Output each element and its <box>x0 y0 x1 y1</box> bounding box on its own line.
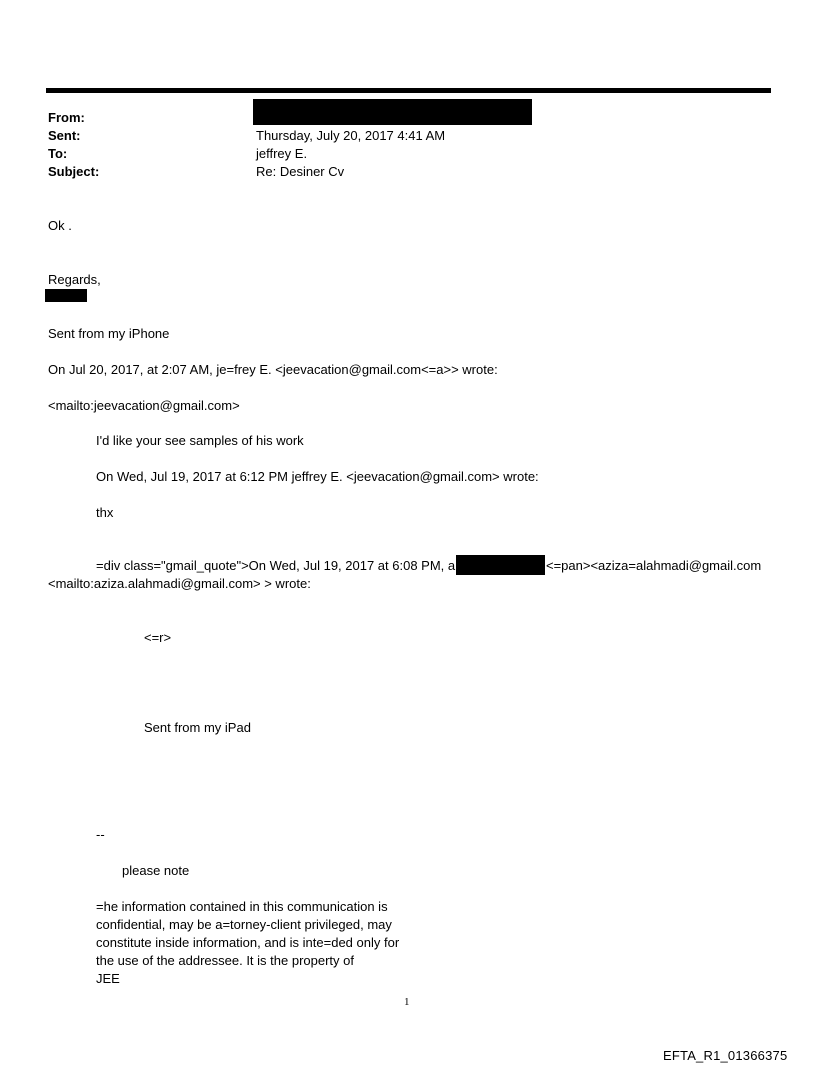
signature-redaction <box>45 289 87 302</box>
subject-value: Re: Desiner Cv <box>256 164 345 179</box>
from-label: From: <box>48 110 85 125</box>
sent-from-iphone: Sent from my iPhone <box>48 326 170 341</box>
disclaimer-line-2: confidential, may be a=torney-client privileged, may <box>96 917 392 932</box>
body-samples: I'd like your see samples of his work <box>96 433 304 448</box>
disclaimer-line-1: =he information contained in this communication is <box>96 899 388 914</box>
from-redaction <box>253 99 532 125</box>
to-label: To: <box>48 146 68 161</box>
mailto-aziza: <mailto:aziza.alahmadi@gmail.com> > wrote: <box>48 576 311 591</box>
quote1-header: On Jul 20, 2017, at 2:07 AM, je=frey E. <jeevacation@gmail.com<=a>> wrote: <box>48 362 498 377</box>
sent-label: Sent: <box>48 128 81 143</box>
disclaimer-line-5: JEE <box>96 971 120 986</box>
sender-name-redaction <box>456 555 545 575</box>
r-tag: <=r> <box>144 630 172 645</box>
body-thx: thx <box>96 505 114 520</box>
to-value: jeffrey E. <box>256 146 308 161</box>
mailto-jeevacation: <mailto:jeevacation@gmail.com> <box>48 398 240 413</box>
disclaimer-line-3: constitute inside information, and is inte=ded only for <box>96 935 400 950</box>
disclaimer-line-4: the use of the addressee. It is the property of <box>96 953 354 968</box>
document-id: EFTA_R1_01366375 <box>663 1048 788 1063</box>
body-ok: Ok . <box>48 218 72 233</box>
quote3-suffix: <=pan><aziza=alahmadi@gmail.com <box>546 558 762 573</box>
body-regards: Regards, <box>48 272 101 287</box>
page-number: 1 <box>404 996 410 1008</box>
signature-dashes: -- <box>96 827 105 842</box>
quote3-prefix: =div class="gmail_quote">On Wed, Jul 19, 2017 at 6:08 PM, a <box>96 558 456 573</box>
subject-label: Subject: <box>48 164 100 179</box>
header-rule <box>46 88 771 93</box>
quote2-header: On Wed, Jul 19, 2017 at 6:12 PM jeffrey E. <jeevacation@gmail.com> wrote: <box>96 469 539 484</box>
please-note: please note <box>122 863 190 878</box>
sent-value: Thursday, July 20, 2017 4:41 AM <box>256 128 446 143</box>
sent-from-ipad: Sent from my iPad <box>144 720 251 735</box>
